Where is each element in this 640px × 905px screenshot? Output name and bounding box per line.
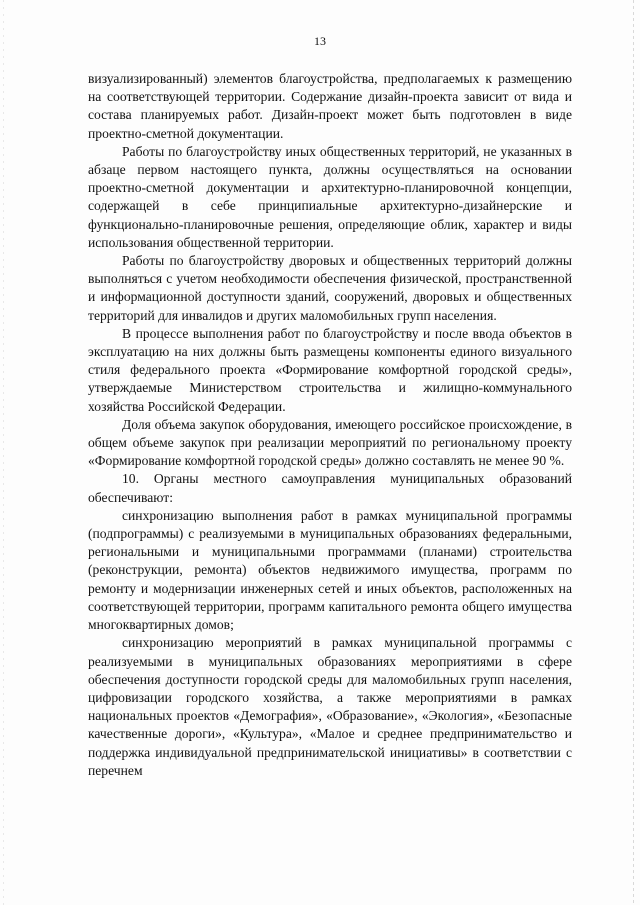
numbered-clause: 10. Органы местного самоуправления муниципальных образований обеспечивают:	[88, 471, 572, 505]
paragraph: Работы по благоустройству дворовых и общественных территорий должны выполняться с учетом необходимости обеспечения физической, пространственной и информационной доступности зданий, сооружений, дворовых и общественных территорий для инвалидов и других маломобильных групп населения.	[88, 253, 572, 323]
paragraph: В процессе выполнения работ по благоустройству и после ввода объектов в эксплуатацию на них должны быть размещены компоненты единого визуального стиля федерального проекта «Формирование комфортной городской среды», утверждаемые Министерством строительства и жилищно-коммунального хозяйства Российской Федерации.	[88, 325, 572, 414]
paragraph: Доля объема закупок оборудования, имеющего российское происхождение, в общем объеме закупок при реализации мероприятий по региональному проекту «Формирование комфортной городской среды» должно составлять не менее 90 %.	[88, 416, 572, 469]
list-paragraph: синхронизацию мероприятий в рамках муниципальной программы с реализуемыми в муниципальных образованиях мероприятиями в сфере обеспечения доступности городской среды для маломобильных групп населения, цифровизации городского хозяйства, а также мероприятиями в рамках национальных проектов «Демография», «Образование», «Экология», «Безопасные качественные дороги», «Культура», «Малое и среднее предпринимательство и поддержка индивидуальной предпринимательской инициативы» в соответствии с перечнем	[88, 635, 572, 778]
paragraph: Работы по благоустройству иных общественных территорий, не указанных в абзаце первом настоящего пункта, должны осуществляться на основании проектно-сметной документации и архитектурно-планировочной концепции, содержащей в себе принципиальные архитектурно-дизайнерские и функционально-планировочные решения, определяющие облик, характер и виды использования общественной территории.	[88, 143, 572, 250]
scan-edge-right	[633, 0, 634, 905]
page-number: 13	[314, 34, 326, 48]
scan-edge-left	[3, 0, 4, 905]
list-paragraph: синхронизацию выполнения работ в рамках муниципальной программы (подпрограммы) с реализуемыми в муниципальных образованиях федеральными, региональными и муниципальными программами (планами) строительства (реконструкции, ремонта) объектов недвижимого имущества, программ по ремонту и модернизации инженерных сетей и иных объектов, расположенных на соответствующей территории, программ капитального ремонта общего имущества многоквартирных домов;	[88, 507, 572, 633]
document-body	[88, 70, 572, 780]
paragraph-continuation: визуализированный) элементов благоустройства, предполагаемых к размещению на соответствующей территории. Содержание дизайн-проекта зависит от вида и состава планируемых работ. Дизайн-проект может быть подготовлен в виде проектно-сметной документации.	[88, 71, 572, 141]
